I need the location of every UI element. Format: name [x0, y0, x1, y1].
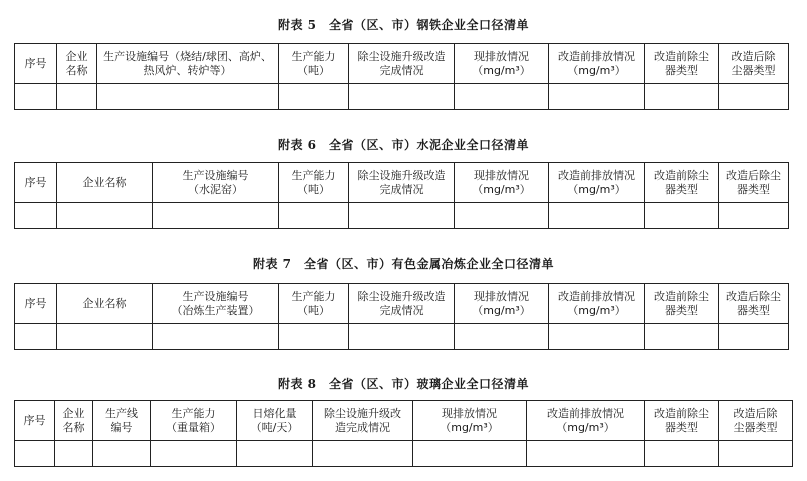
empty-cell[interactable]	[455, 324, 549, 350]
header-row	[15, 44, 789, 84]
header-cell: 序号	[15, 163, 57, 203]
empty-cell[interactable]	[549, 84, 645, 110]
empty-cell[interactable]	[455, 84, 549, 110]
header-cell: 生产能力 （重量箱）	[151, 401, 237, 441]
header-cell: 现排放情况 （mg/m³）	[455, 163, 549, 203]
header-cell: 日熔化量 （吨/天）	[237, 401, 313, 441]
empty-cell[interactable]	[549, 203, 645, 229]
header-cell: 改造前排放情况 （mg/m³）	[549, 44, 645, 84]
table-row	[15, 203, 789, 229]
header-cell: 除尘设施升级改 造完成情况	[313, 401, 413, 441]
header-row	[15, 401, 793, 441]
empty-cell[interactable]	[57, 84, 97, 110]
table-row	[15, 84, 789, 110]
header-cell: 企业名称	[57, 284, 153, 324]
checklist-table	[14, 400, 793, 467]
header-cell: 企业 名称	[57, 44, 97, 84]
header-cell: 除尘设施升级改造 完成情况	[349, 284, 455, 324]
table-row	[15, 441, 793, 467]
empty-cell[interactable]	[279, 203, 349, 229]
header-cell: 除尘设施升级改造 完成情况	[349, 44, 455, 84]
empty-cell[interactable]	[153, 203, 279, 229]
empty-cell[interactable]	[153, 324, 279, 350]
header-cell: 改造前除尘 器类型	[645, 163, 719, 203]
header-cell: 序号	[15, 284, 57, 324]
empty-cell[interactable]	[645, 84, 719, 110]
empty-cell[interactable]	[719, 441, 793, 467]
checklist-table	[14, 162, 789, 229]
empty-cell[interactable]	[455, 203, 549, 229]
empty-cell[interactable]	[527, 441, 645, 467]
header-cell: 现排放情况 （mg/m³）	[455, 44, 549, 84]
table-caption: 附表 7 全省（区、市）有色金属冶炼企业全口径清单	[252, 257, 555, 271]
table-caption: 附表 5 全省（区、市）钢铁企业全口径清单	[277, 18, 530, 32]
header-cell: 改造后除 尘器类型	[719, 44, 789, 84]
table-caption: 附表 8 全省（区、市）玻璃企业全口径清单	[277, 377, 530, 391]
table-row	[15, 324, 789, 350]
empty-cell[interactable]	[549, 324, 645, 350]
header-cell: 改造前除尘 器类型	[645, 44, 719, 84]
checklist-table	[14, 283, 789, 350]
table-caption: 附表 6 全省（区、市）水泥企业全口径清单	[277, 138, 530, 152]
empty-cell[interactable]	[55, 441, 93, 467]
empty-cell[interactable]	[97, 84, 279, 110]
empty-cell[interactable]	[413, 441, 527, 467]
header-cell: 企业名称	[57, 163, 153, 203]
empty-cell[interactable]	[15, 441, 55, 467]
header-cell: 现排放情况 （mg/m³）	[413, 401, 527, 441]
empty-cell[interactable]	[57, 203, 153, 229]
header-row	[15, 284, 789, 324]
empty-cell[interactable]	[313, 441, 413, 467]
checklist-table	[14, 43, 789, 110]
empty-cell[interactable]	[719, 84, 789, 110]
header-cell: 企业 名称	[55, 401, 93, 441]
header-cell: 生产设施编号 （水泥窑）	[153, 163, 279, 203]
header-cell: 生产能力 （吨）	[279, 163, 349, 203]
empty-cell[interactable]	[237, 441, 313, 467]
header-cell: 改造前排放情况 （mg/m³）	[549, 163, 645, 203]
header-cell: 生产设施编号（烧结/球团、高炉、 热风炉、转炉等）	[97, 44, 279, 84]
empty-cell[interactable]	[719, 324, 789, 350]
header-cell: 序号	[15, 401, 55, 441]
header-cell: 改造前除尘 器类型	[645, 401, 719, 441]
header-cell: 序号	[15, 44, 57, 84]
empty-cell[interactable]	[15, 84, 57, 110]
empty-cell[interactable]	[15, 203, 57, 229]
empty-cell[interactable]	[645, 441, 719, 467]
header-cell: 改造前除尘 器类型	[645, 284, 719, 324]
header-cell: 现排放情况 （mg/m³）	[455, 284, 549, 324]
header-row	[15, 163, 789, 203]
empty-cell[interactable]	[279, 324, 349, 350]
empty-cell[interactable]	[15, 324, 57, 350]
empty-cell[interactable]	[279, 84, 349, 110]
header-cell: 除尘设施升级改造 完成情况	[349, 163, 455, 203]
empty-cell[interactable]	[645, 203, 719, 229]
header-cell: 生产设施编号 （冶炼生产装置）	[153, 284, 279, 324]
header-cell: 改造后除尘 器类型	[719, 163, 789, 203]
empty-cell[interactable]	[719, 203, 789, 229]
header-cell: 生产能力 （吨）	[279, 44, 349, 84]
header-cell: 改造后除尘 器类型	[719, 284, 789, 324]
empty-cell[interactable]	[349, 84, 455, 110]
header-cell: 生产线 编号	[93, 401, 151, 441]
header-cell: 改造前排放情况 （mg/m³）	[527, 401, 645, 441]
empty-cell[interactable]	[57, 324, 153, 350]
header-cell: 改造前排放情况 （mg/m³）	[549, 284, 645, 324]
empty-cell[interactable]	[645, 324, 719, 350]
header-cell: 生产能力 （吨）	[279, 284, 349, 324]
header-cell: 改造后除 尘器类型	[719, 401, 793, 441]
empty-cell[interactable]	[151, 441, 237, 467]
empty-cell[interactable]	[349, 203, 455, 229]
empty-cell[interactable]	[93, 441, 151, 467]
empty-cell[interactable]	[349, 324, 455, 350]
